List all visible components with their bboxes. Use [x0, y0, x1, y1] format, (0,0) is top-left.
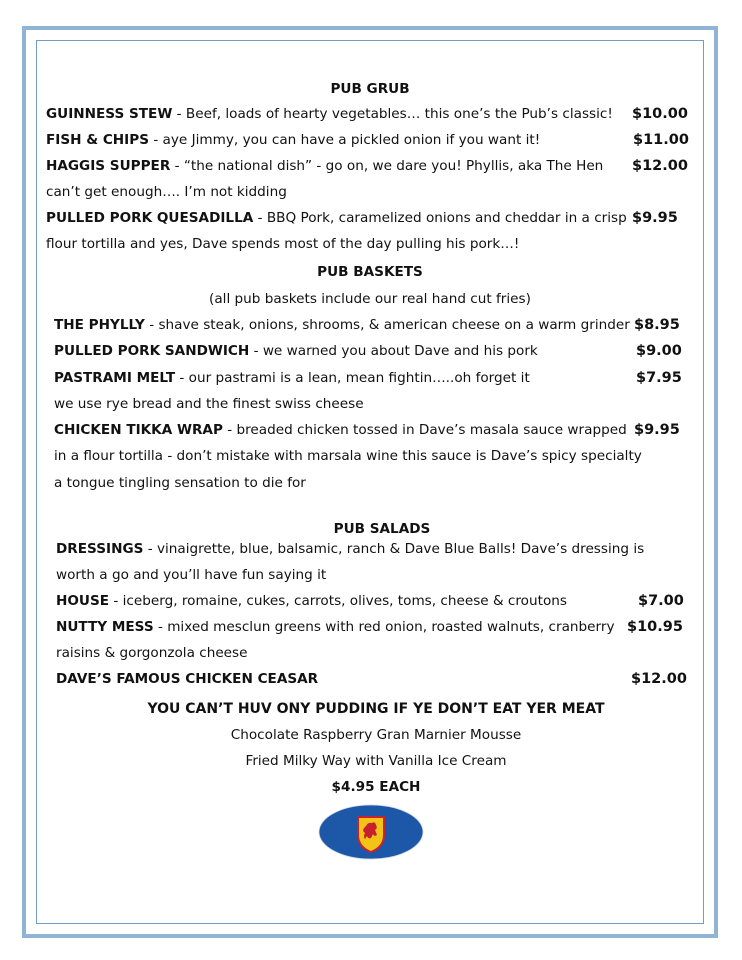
item-price: $12.00 — [631, 671, 687, 687]
item-desc: - “the national dish” - go on, we dare you! Phyllis, aka The Hen — [170, 158, 604, 174]
item-price: $7.95 — [636, 370, 682, 386]
item-name: THE PHYLLY — [54, 317, 145, 333]
menu-item — [54, 316, 630, 334]
item-desc: - shave steak, onions, shrooms, & american cheese on a warm grinder — [144, 317, 630, 333]
menu-item — [54, 421, 627, 439]
menu-item — [46, 157, 603, 175]
item-desc: - vinaigrette, blue, balsamic, ranch & Dave Blue Balls! Dave’s dressing is — [143, 541, 645, 557]
item-name: DAVE’S FAMOUS CHICKEN CEASAR — [56, 671, 319, 687]
item-price: $12.00 — [632, 158, 688, 174]
item-price: $9.00 — [636, 343, 682, 359]
menu-item — [56, 592, 567, 610]
pub-grub-heading: PUB GRUB — [330, 81, 410, 97]
item-name: HOUSE — [56, 593, 110, 609]
item-price: $9.95 — [632, 210, 678, 226]
item-name: PULLED PORK SANDWICH — [54, 343, 250, 359]
item-price: $8.95 — [634, 317, 680, 333]
item-desc: - we warned you about Dave and his pork — [249, 343, 538, 359]
item-desc: - Beef, loads of hearty vegetables… this one’s the Pub’s classic! — [172, 106, 613, 122]
menu-item — [56, 618, 615, 636]
menu-item — [46, 131, 540, 149]
item-name: NUTTY MESS — [56, 619, 154, 635]
item-price: $11.00 — [633, 132, 689, 148]
item-desc: - aye Jimmy, you can have a pickled onion if you want it! — [149, 132, 541, 148]
item-desc-cont: a tongue tingling sensation to die for — [54, 475, 306, 491]
pub-baskets-heading: PUB BASKETS — [317, 264, 423, 280]
item-desc-cont: raisins & gorgonzola cheese — [56, 645, 248, 661]
item-desc: - BBQ Pork, caramelized onions and cheddar in a crisp — [253, 210, 627, 226]
item-desc-cont: we use rye bread and the finest swiss cheese — [54, 396, 364, 412]
item-name: DRESSINGS — [56, 541, 144, 557]
item-desc-cont: can’t get enough…. I’m not kidding — [46, 184, 287, 200]
item-price: $7.00 — [638, 593, 684, 609]
menu-item — [54, 342, 538, 360]
item-desc-cont: flour tortilla and yes, Dave spends most of the day pulling his pork…! — [46, 236, 520, 252]
nova-scotia-flag-icon — [318, 804, 424, 860]
item-price: $10.95 — [627, 619, 683, 635]
item-price: $10.00 — [632, 106, 688, 122]
item-name: HAGGIS SUPPER — [46, 158, 171, 174]
dessert-price: $4.95 EACH — [331, 779, 421, 795]
pub-baskets-subheading: (all pub baskets include our real hand cut fries) — [209, 291, 531, 307]
item-price: $9.95 — [634, 422, 680, 438]
item-desc: - iceberg, romaine, cukes, carrots, olives, toms, cheese & croutons — [109, 593, 567, 609]
dessert-item: Chocolate Raspberry Gran Marnier Mousse — [230, 727, 522, 743]
menu-item — [54, 369, 530, 387]
menu-item — [56, 670, 318, 688]
item-desc: - our pastrami is a lean, mean fightin…..oh forget it — [175, 370, 530, 386]
item-name: CHICKEN TIKKA WRAP — [54, 422, 223, 438]
menu-item — [46, 105, 613, 123]
item-name: GUINNESS STEW — [46, 106, 173, 122]
pub-salads-heading: PUB SALADS — [333, 521, 431, 537]
item-desc: - mixed mesclun greens with red onion, roasted walnuts, cranberry — [153, 619, 615, 635]
dessert-heading: YOU CAN’T HUV ONY PUDDING IF YE DON’T EAT YER MEAT — [147, 701, 605, 717]
item-name: FISH & CHIPS — [46, 132, 149, 148]
menu-item — [46, 209, 627, 227]
item-desc-cont: worth a go and you’ll have fun saying it — [56, 567, 327, 583]
item-name: PULLED PORK QUESADILLA — [46, 210, 254, 226]
menu-item — [56, 540, 644, 558]
item-name: PASTRAMI MELT — [54, 370, 176, 386]
dessert-item: Fried Milky Way with Vanilla Ice Cream — [245, 753, 507, 769]
item-desc-cont: in a flour tortilla - don’t mistake with marsala wine this sauce is Dave’s spicy specialty — [54, 448, 642, 464]
item-desc: - breaded chicken tossed in Dave’s masala sauce wrapped — [222, 422, 627, 438]
